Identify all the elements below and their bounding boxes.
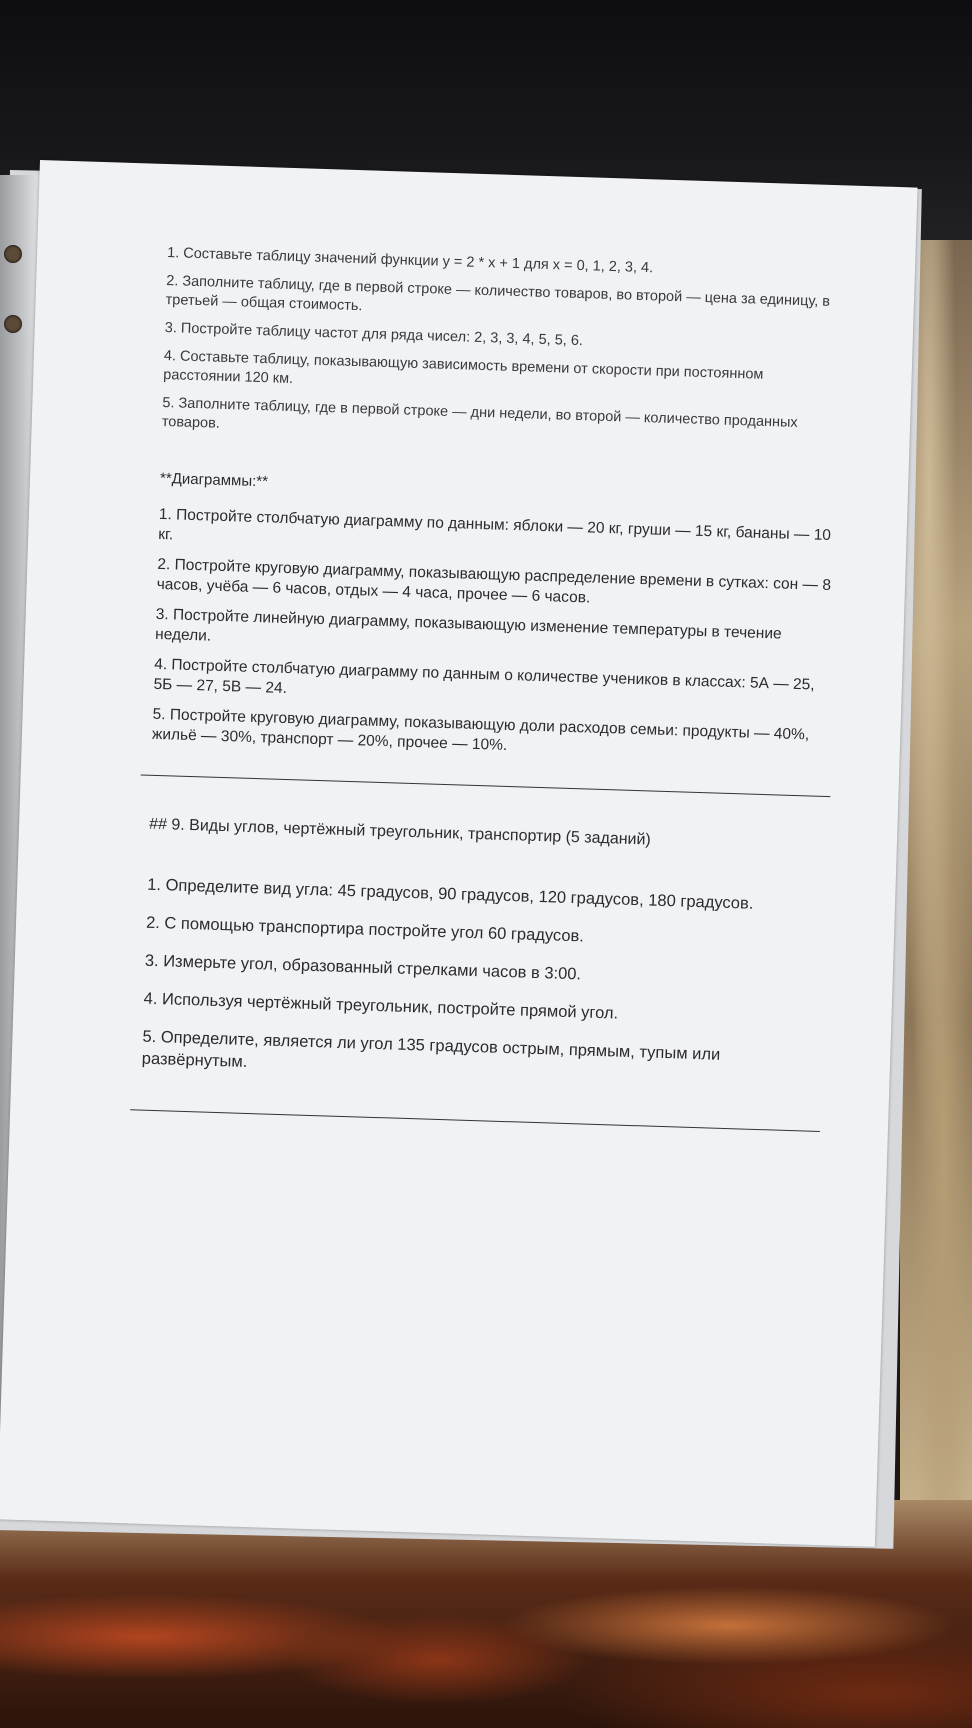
task-item: 4. Используя чертёжный треугольник, постройте прямой угол. [143,989,619,1023]
diagram-task-list [152,505,839,766]
divider [130,1109,820,1132]
task-item: 4. Постройте столбчатую диаграмму по данным о количестве учеников в классах: 5А — 25, 5Б — 27, 5В — 24. [153,655,815,698]
task-item: 2. Постройте круговую диаграмму, показывающую распределение времени в сутках: сон — 8 часов, учёба — 6 часов, отдых — 4 часа, прочее — 6 часов. [156,555,832,607]
task-item: 5. Определите, является ли угол 135 градусов острым, прямым, тупым или развёрнутым. [141,1027,721,1071]
punch-hole [4,315,22,333]
task-item: 3. Постройте линейную диаграмму, показывающую изменение температуры в течение недели. [154,605,782,645]
task-item: 4. Составьте таблицу, показывающую зависимость времени от скорости при постоянном расстоянии 120 км. [163,347,764,388]
task-item: 5. Постройте круговую диаграмму, показывающую доли расходов семьи: продукты — 40%, жильё — 30%, транспорт — 20%, прочее — 10%. [151,705,810,754]
task-item: 2. С помощью транспортира постройте угол 60 градусов. [145,913,585,946]
task-item: 5. Заполните таблицу, где в первой строке — дни недели, во второй — количество проданных товаров. [161,394,798,432]
divider [141,774,831,797]
task-item: 1. Составьте таблицу значений функции y = 2 * x + 1 для x = 0, 1, 2, 3, 4. [166,245,654,277]
tables-task-list [162,244,848,453]
angle-task-list [141,874,827,1091]
task-item: 3. Измерьте угол, образованный стрелками часов в 3:00. [144,951,582,984]
worksheet-content [139,244,847,1172]
task-item: 2. Заполните таблицу, где в первой строке — количество товаров, во второй — цена за единицу, в третьей — общая стоимость. [165,273,831,315]
diagrams-heading: **Диаграммы:** [159,469,269,491]
punch-hole [4,245,22,263]
task-item: 3. Постройте таблицу частот для ряда чисел: 2, 3, 3, 4, 5, 5, 6. [164,320,584,350]
paper-sheet [0,160,918,1547]
task-item: 1. Определите вид угла: 45 градусов, 90 градусов, 120 градусов, 180 градусов. [147,875,754,913]
section-heading: ## 9. Виды углов, чертёжный треугольник, транспортир (5 заданий) [148,815,652,849]
task-item: 1. Постройте столбчатую диаграмму по данным: яблоки — 20 кг, груши — 15 кг, бананы — 10 кг. [158,505,832,545]
